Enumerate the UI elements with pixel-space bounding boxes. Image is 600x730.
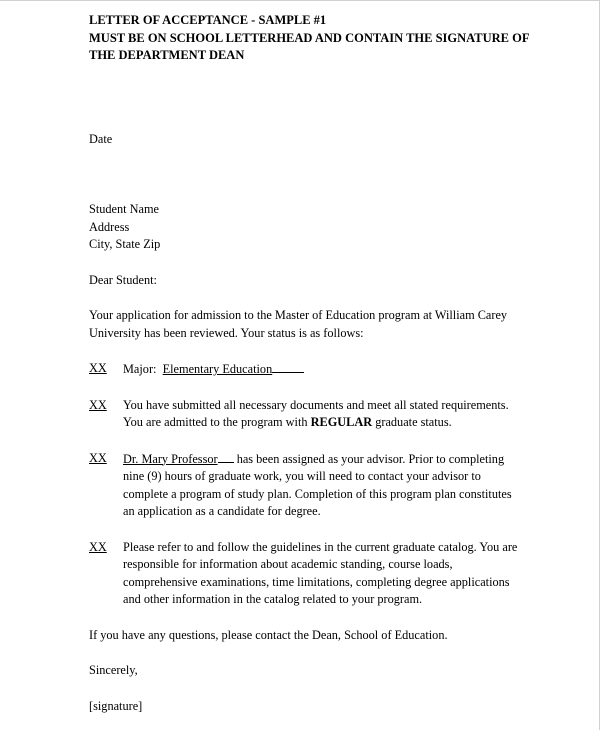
catalog-line-1: Please refer to and follow the guidelines in the current graduate catalog. You are (123, 539, 518, 554)
item-mark: XX (89, 361, 107, 375)
advisor-line-3: complete a program of study plan. Completion of this program plan constitutes (123, 486, 512, 501)
advisor-blank-line (218, 450, 234, 463)
documents-line-2-post: graduate status. (375, 415, 452, 429)
advisor-name: Dr. Mary Professor (123, 451, 218, 466)
recipient-name: Student Name (89, 202, 160, 216)
salutation: Dear Student: (89, 272, 157, 287)
recipient-address: Address (89, 219, 130, 234)
recipient-city: City, State Zip (89, 237, 161, 251)
item-mark: XX (89, 450, 107, 465)
intro-line-2: University has been reviewed. Your status is as follows: (89, 325, 364, 340)
intro-paragraph (89, 307, 529, 342)
intro-line-1: Your application for admission to the Master of Education program at William Carey (89, 308, 508, 322)
date-label: Date (89, 131, 113, 146)
advisor-line-1 (123, 450, 529, 469)
heading-line-2: MUST BE ON SCHOOL LETTERHEAD AND CONTAIN THE SIGNATURE OF (89, 30, 530, 45)
heading-line-3: THE DEPARTMENT DEAN (89, 48, 245, 62)
heading-line-1: LETTER OF ACCEPTANCE - SAMPLE #1 (89, 13, 327, 27)
documents-line-1: You have submitted all necessary documents and meet all stated requirements. (123, 397, 509, 412)
recipient-block (89, 201, 529, 254)
letter-document (89, 12, 529, 715)
closing: Sincerely, (89, 663, 138, 677)
catalog-line-3: comprehensive examinations, time limitations, completing degree applications (123, 574, 510, 589)
item-documents (89, 397, 529, 432)
advisor-line-1-post: has been assigned as your advisor. Prior to completing (236, 451, 505, 466)
major-label: Major: (123, 362, 157, 376)
item-mark: XX (89, 539, 107, 554)
item-advisor (89, 450, 529, 521)
documents-line-2-pre: You are admitted to the program with (123, 415, 308, 429)
questions-paragraph: If you have any questions, please contact the Dean, School of Education. (89, 627, 448, 642)
page-border-top (0, 0, 600, 1)
item-catalog (89, 539, 529, 609)
advisor-line-2: nine (9) hours of graduate work, you will need to contact your advisor to (123, 469, 481, 483)
catalog-line-4: and other information in the catalog related to your program. (123, 592, 423, 606)
signature-placeholder: [signature] (89, 698, 143, 713)
advisor-line-4: an application as a candidate for degree. (123, 504, 321, 518)
major-blank-line (272, 360, 304, 373)
major-value: Elementary Education (162, 362, 273, 376)
status-regular: REGULAR (310, 415, 373, 429)
item-mark: XX (89, 397, 107, 412)
documents-line-2 (123, 414, 529, 432)
catalog-line-2: responsible for information about academic standing, course loads, (123, 557, 453, 571)
letter-heading (89, 12, 529, 65)
item-major (89, 360, 529, 379)
